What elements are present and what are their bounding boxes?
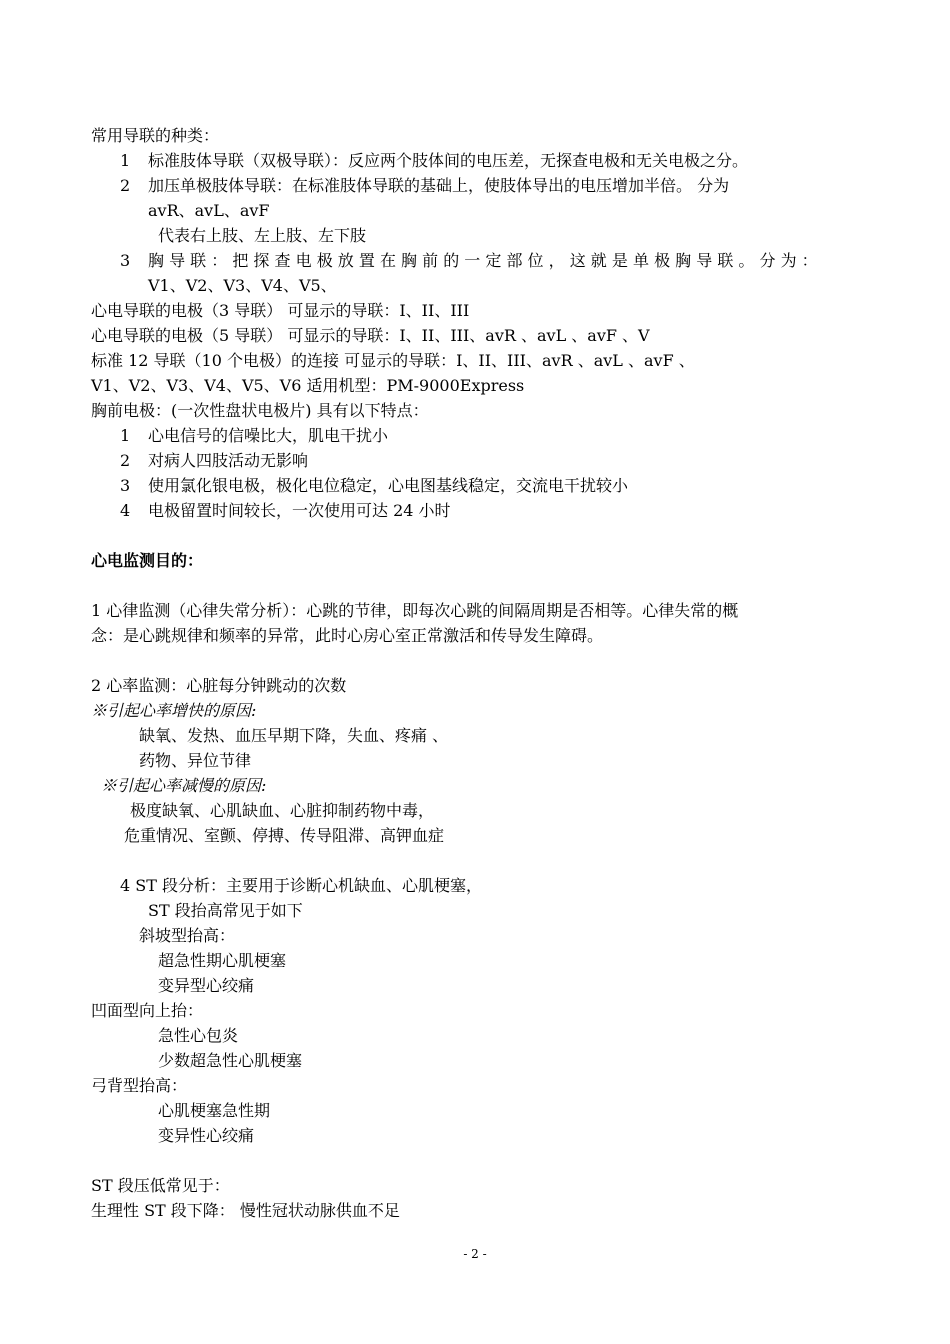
list-number: 2 bbox=[120, 176, 131, 195]
fast-rate-heading: ※引起心率增快的原因: bbox=[91, 701, 257, 720]
st-physiological: 生理性 ST 段下降： 慢性冠状动脉供血不足 bbox=[91, 1201, 400, 1220]
st-analysis: 4 ST 段分析：主要用于诊断心机缺血、心肌梗塞， bbox=[120, 876, 482, 895]
list-text: 使用氯化银电极，极化电位稳定，心电图基线稳定，交流电干扰较小 bbox=[148, 476, 629, 495]
list-number: 3 bbox=[120, 251, 131, 270]
lead-item-2-cont: 代表右上肢、左上肢、左下肢 bbox=[158, 226, 367, 245]
list-number: 3 bbox=[120, 476, 131, 495]
st-bow-item: 变异性心绞痛 bbox=[158, 1126, 255, 1145]
st-bow-heading: 弓背型抬高： bbox=[91, 1076, 188, 1095]
list-number: 1 bbox=[120, 426, 131, 445]
list-number: 4 bbox=[120, 501, 131, 520]
chest-heading: 胸前电极：(一次性盘状电极片) 具有以下特点： bbox=[91, 401, 429, 420]
chest-item-4 bbox=[120, 499, 451, 523]
list-text: 加压单极肢体导联：在标准肢体导联的基础上，使肢体导出的电压增加半倍。 分为 bbox=[148, 176, 730, 195]
purpose-heading: 心电监测目的： bbox=[91, 551, 204, 570]
lead-item-1 bbox=[120, 149, 748, 173]
st-elevation-heading: ST 段抬高常见于如下 bbox=[148, 901, 303, 920]
lead-item-2-cont: avR、avL、avF bbox=[148, 201, 270, 220]
fast-rate-causes-cont: 药物、异位节律 bbox=[139, 751, 252, 770]
rhythm-monitoring-cont: 念：是心跳规律和频率的异常，此时心房心室正常激活和传导发生障碍。 bbox=[91, 626, 604, 645]
leads-heading: 常用导联的种类： bbox=[91, 126, 220, 145]
st-bow-item: 心肌梗塞急性期 bbox=[158, 1101, 271, 1120]
slow-rate-causes: 极度缺氧、心肌缺血、心脏抑制药物中毒， bbox=[130, 801, 435, 820]
list-text: 心电信号的信噪比大，肌电干扰小 bbox=[148, 426, 389, 445]
list-text: 胸 导 联 ： 把 探 查 电 极 放 置 在 胸 前 的 一 定 部 位 ， 这 就 是 单 极 胸 导 联 。 分 为 ： bbox=[148, 251, 818, 270]
fast-rate-causes: 缺氧、发热、血压早期下降，失血、疼痛 、 bbox=[139, 726, 449, 745]
list-number: 1 bbox=[120, 151, 131, 170]
st-concave-item: 急性心包炎 bbox=[158, 1026, 239, 1045]
st-concave-heading: 凹面型向上抬： bbox=[91, 1001, 204, 1020]
list-text: 标准肢体导联（双极导联）：反应两个肢体间的电压差，无探查电极和无关电极之分。 bbox=[148, 151, 749, 170]
page-number: - 2 - bbox=[463, 1247, 487, 1261]
electrode-12-lead-cont: V1、V2、V3、V4、V5、V6 适用机型：PM-9000Express bbox=[91, 376, 525, 395]
slow-rate-causes-cont: 危重情况、室颤、停搏、传导阻滞、高钾血症 bbox=[124, 826, 445, 845]
electrode-5-lead: 心电导联的电极（5 导联） 可显示的导联：I、II、III、avR 、avL 、avF 、V bbox=[91, 326, 650, 345]
st-slope-heading: 斜坡型抬高： bbox=[139, 926, 236, 945]
lead-item-2 bbox=[120, 174, 729, 198]
list-text: 对病人四肢活动无影响 bbox=[148, 451, 309, 470]
chest-item-1 bbox=[120, 424, 388, 448]
st-slope-item: 变异型心绞痛 bbox=[158, 976, 255, 995]
chest-item-2 bbox=[120, 449, 308, 473]
st-depression-heading: ST 段压低常见于： bbox=[91, 1176, 230, 1195]
lead-item-3 bbox=[120, 249, 818, 273]
electrode-3-lead: 心电导联的电极（3 导联） 可显示的导联：I、II、III bbox=[91, 301, 470, 320]
list-text: 电极留置时间较长，一次使用可达 24 小时 bbox=[148, 501, 451, 520]
slow-rate-heading: ※引起心率减慢的原因: bbox=[101, 776, 267, 795]
lead-item-3-cont: V1、V2、V3、V4、V5、 bbox=[148, 276, 337, 295]
st-slope-item: 超急性期心肌梗塞 bbox=[158, 951, 287, 970]
st-concave-item: 少数超急性心肌梗塞 bbox=[158, 1051, 303, 1070]
chest-item-3 bbox=[120, 474, 628, 498]
rate-monitoring: 2 心率监测：心脏每分钟跳动的次数 bbox=[91, 676, 347, 695]
list-number: 2 bbox=[120, 451, 131, 470]
electrode-12-lead: 标准 12 导联（10 个电极）的连接 可显示的导联：I、II、III、avR 、avL 、avF 、 bbox=[91, 351, 695, 370]
rhythm-monitoring: 1 心律监测（心律失常分析）：心跳的节律，即每次心跳的间隔周期是否相等。心律失常的概 bbox=[91, 601, 739, 620]
